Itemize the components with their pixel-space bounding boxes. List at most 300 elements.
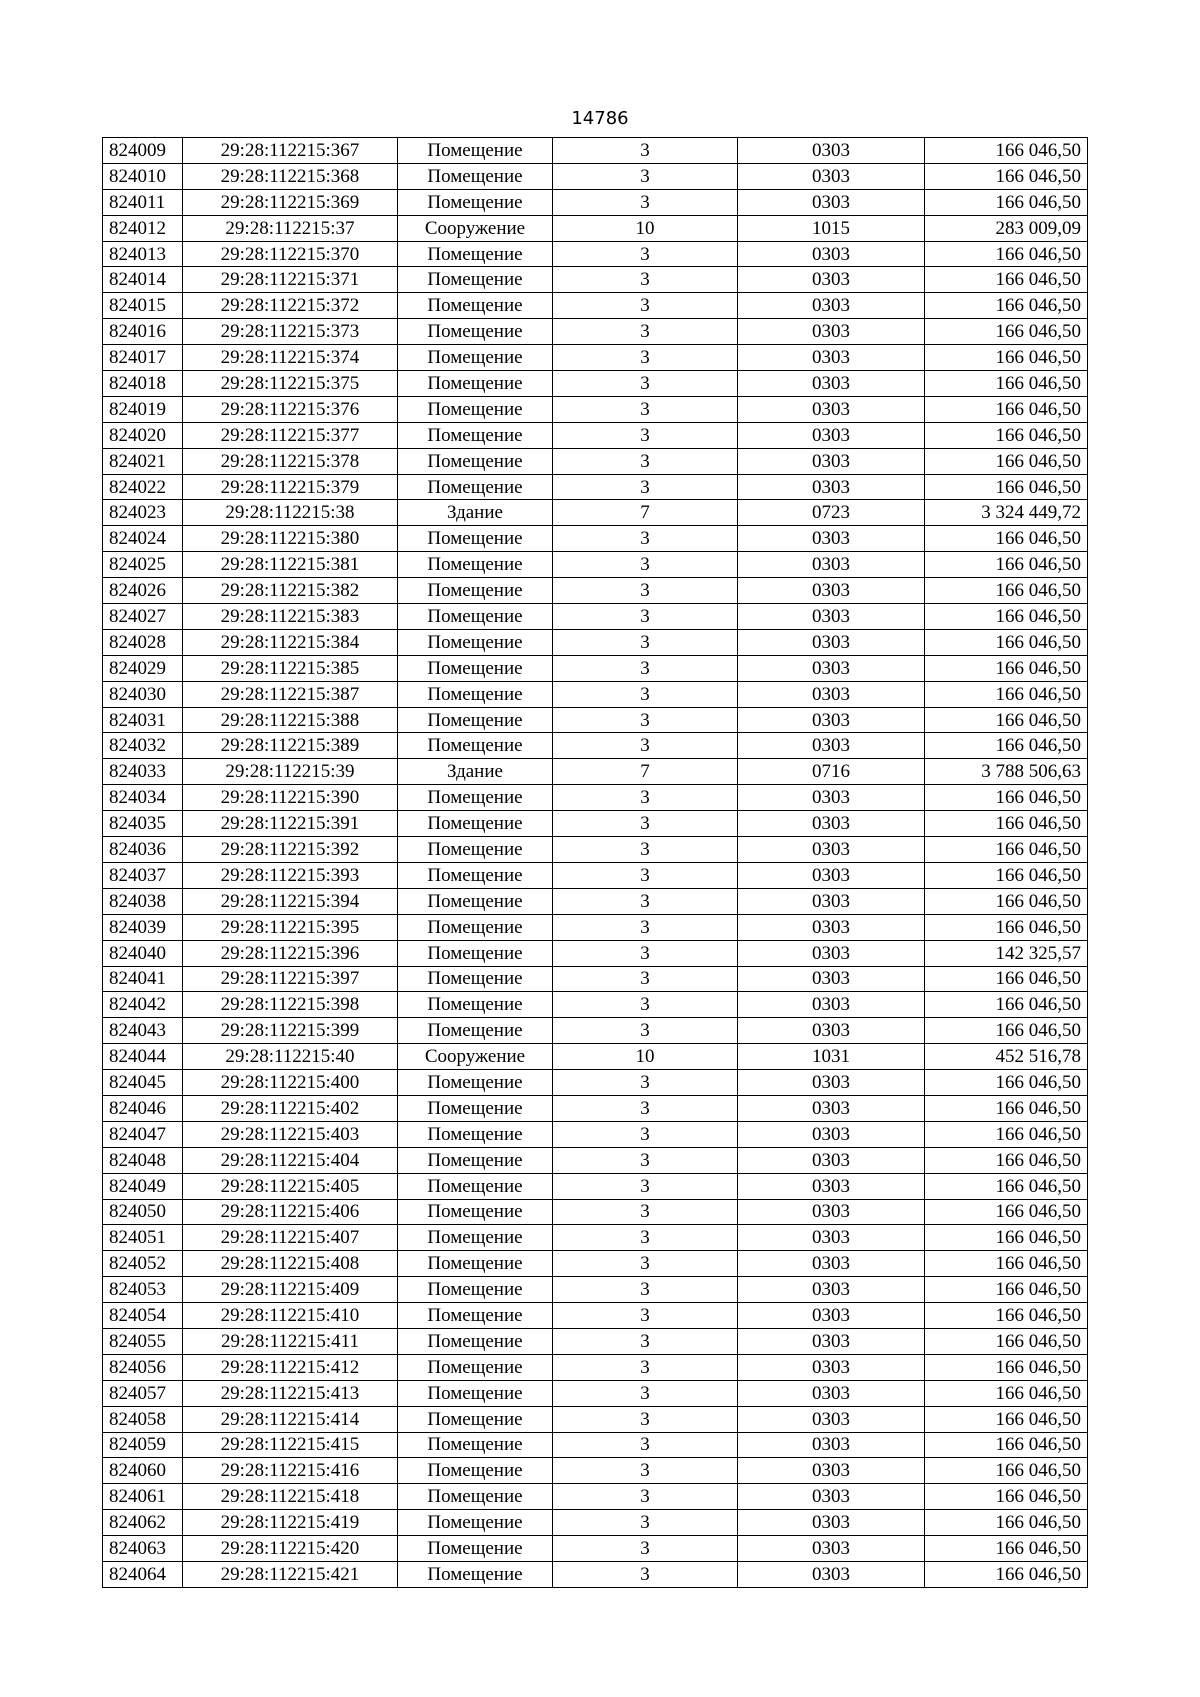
- group-cell: 3: [553, 241, 738, 267]
- cadastral-value-cell: 166 046,50: [925, 1018, 1088, 1044]
- group-cell: 3: [553, 785, 738, 811]
- cadastral-number-cell: 29:28:112215:376: [183, 396, 398, 422]
- code-cell: 0303: [738, 1147, 925, 1173]
- table-row: [103, 215, 1088, 241]
- group-cell: 3: [553, 422, 738, 448]
- object-type-cell: Помещение: [398, 1070, 553, 1096]
- object-type-cell: Помещение: [398, 604, 553, 630]
- group-cell: 3: [553, 578, 738, 604]
- code-cell: 0303: [738, 189, 925, 215]
- table-row: [103, 604, 1088, 630]
- cadastral-value-cell: 166 046,50: [925, 1561, 1088, 1587]
- cadastral-value-cell: 166 046,50: [925, 1199, 1088, 1225]
- code-cell: 0303: [738, 1458, 925, 1484]
- cadastral-value-cell: 166 046,50: [925, 785, 1088, 811]
- code-cell: 0303: [738, 785, 925, 811]
- object-type-cell: Помещение: [398, 1147, 553, 1173]
- cadastral-value-cell: 166 046,50: [925, 1121, 1088, 1147]
- object-type-cell: Помещение: [398, 189, 553, 215]
- cadastral-value-cell: 166 046,50: [925, 1303, 1088, 1329]
- cadastral-value-cell: 166 046,50: [925, 733, 1088, 759]
- cadastral-value-cell: 166 046,50: [925, 707, 1088, 733]
- group-cell: 3: [553, 474, 738, 500]
- cadastral-value-cell: 166 046,50: [925, 163, 1088, 189]
- cadastral-value-cell: 166 046,50: [925, 1147, 1088, 1173]
- code-cell: 0303: [738, 811, 925, 837]
- row-id-cell: 824055: [103, 1328, 183, 1354]
- table-row: [103, 862, 1088, 888]
- table-row: [103, 1354, 1088, 1380]
- table-row: [103, 500, 1088, 526]
- code-cell: 0303: [738, 1354, 925, 1380]
- row-id-cell: 824040: [103, 940, 183, 966]
- cadastral-number-cell: 29:28:112215:39: [183, 759, 398, 785]
- object-type-cell: Помещение: [398, 1277, 553, 1303]
- code-cell: 0303: [738, 345, 925, 371]
- cadastral-number-cell: 29:28:112215:370: [183, 241, 398, 267]
- cadastral-number-cell: 29:28:112215:383: [183, 604, 398, 630]
- table-row: [103, 1121, 1088, 1147]
- cadastral-number-cell: 29:28:112215:393: [183, 862, 398, 888]
- object-type-cell: Помещение: [398, 1225, 553, 1251]
- object-type-cell: Помещение: [398, 319, 553, 345]
- code-cell: 0303: [738, 1018, 925, 1044]
- row-id-cell: 824018: [103, 371, 183, 397]
- row-id-cell: 824046: [103, 1095, 183, 1121]
- object-type-cell: Помещение: [398, 888, 553, 914]
- cadastral-value-cell: 166 046,50: [925, 1406, 1088, 1432]
- object-type-cell: Помещение: [398, 474, 553, 500]
- code-cell: 0303: [738, 888, 925, 914]
- code-cell: 1015: [738, 215, 925, 241]
- row-id-cell: 824060: [103, 1458, 183, 1484]
- group-cell: 3: [553, 345, 738, 371]
- cadastral-number-cell: 29:28:112215:420: [183, 1536, 398, 1562]
- cadastral-number-cell: 29:28:112215:418: [183, 1484, 398, 1510]
- cadastral-number-cell: 29:28:112215:403: [183, 1121, 398, 1147]
- object-type-cell: Помещение: [398, 267, 553, 293]
- code-cell: 0303: [738, 862, 925, 888]
- row-id-cell: 824016: [103, 319, 183, 345]
- cadastral-number-cell: 29:28:112215:399: [183, 1018, 398, 1044]
- table-row: [103, 448, 1088, 474]
- table-row: [103, 396, 1088, 422]
- row-id-cell: 824063: [103, 1536, 183, 1562]
- cadastral-number-cell: 29:28:112215:413: [183, 1380, 398, 1406]
- row-id-cell: 824023: [103, 500, 183, 526]
- row-id-cell: 824028: [103, 629, 183, 655]
- table-row: [103, 189, 1088, 215]
- row-id-cell: 824034: [103, 785, 183, 811]
- table-row: [103, 422, 1088, 448]
- group-cell: 3: [553, 1147, 738, 1173]
- row-id-cell: 824037: [103, 862, 183, 888]
- table-row: [103, 1484, 1088, 1510]
- object-type-cell: Сооружение: [398, 215, 553, 241]
- cadastral-number-cell: 29:28:112215:367: [183, 138, 398, 164]
- table-row: [103, 785, 1088, 811]
- row-id-cell: 824019: [103, 396, 183, 422]
- code-cell: 0303: [738, 1536, 925, 1562]
- row-id-cell: 824043: [103, 1018, 183, 1044]
- object-type-cell: Помещение: [398, 1018, 553, 1044]
- cadastral-value-cell: 166 046,50: [925, 1328, 1088, 1354]
- group-cell: 3: [553, 1121, 738, 1147]
- group-cell: 3: [553, 681, 738, 707]
- code-cell: 0303: [738, 992, 925, 1018]
- cadastral-number-cell: 29:28:112215:407: [183, 1225, 398, 1251]
- table-row: [103, 1277, 1088, 1303]
- code-cell: 0303: [738, 707, 925, 733]
- cadastral-value-cell: 3 324 449,72: [925, 500, 1088, 526]
- cadastral-number-cell: 29:28:112215:394: [183, 888, 398, 914]
- table-row: [103, 241, 1088, 267]
- group-cell: 3: [553, 1432, 738, 1458]
- row-id-cell: 824052: [103, 1251, 183, 1277]
- cadastral-value-cell: 166 046,50: [925, 655, 1088, 681]
- table-row: [103, 1561, 1088, 1587]
- table-row: [103, 474, 1088, 500]
- cadastral-value-cell: 166 046,50: [925, 604, 1088, 630]
- cadastral-value-cell: 166 046,50: [925, 992, 1088, 1018]
- cadastral-value-cell: 166 046,50: [925, 552, 1088, 578]
- cadastral-number-cell: 29:28:112215:406: [183, 1199, 398, 1225]
- table-row: [103, 1536, 1088, 1562]
- row-id-cell: 824030: [103, 681, 183, 707]
- table-row: [103, 1018, 1088, 1044]
- code-cell: 0303: [738, 293, 925, 319]
- cadastral-value-cell: 166 046,50: [925, 526, 1088, 552]
- object-type-cell: Помещение: [398, 371, 553, 397]
- group-cell: 3: [553, 733, 738, 759]
- group-cell: 3: [553, 811, 738, 837]
- object-type-cell: Помещение: [398, 862, 553, 888]
- group-cell: 3: [553, 1458, 738, 1484]
- table-row: [103, 992, 1088, 1018]
- row-id-cell: 824029: [103, 655, 183, 681]
- cadastral-value-cell: 166 046,50: [925, 681, 1088, 707]
- code-cell: 0303: [738, 1510, 925, 1536]
- cadastral-number-cell: 29:28:112215:380: [183, 526, 398, 552]
- row-id-cell: 824035: [103, 811, 183, 837]
- code-cell: 0723: [738, 500, 925, 526]
- cadastral-value-cell: 166 046,50: [925, 578, 1088, 604]
- object-type-cell: Помещение: [398, 1380, 553, 1406]
- row-id-cell: 824017: [103, 345, 183, 371]
- group-cell: 7: [553, 500, 738, 526]
- cadastral-number-cell: 29:28:112215:415: [183, 1432, 398, 1458]
- object-type-cell: Здание: [398, 759, 553, 785]
- object-type-cell: Помещение: [398, 940, 553, 966]
- group-cell: 3: [553, 1018, 738, 1044]
- cadastral-number-cell: 29:28:112215:387: [183, 681, 398, 707]
- row-id-cell: 824032: [103, 733, 183, 759]
- group-cell: 3: [553, 371, 738, 397]
- cadastral-value-cell: 3 788 506,63: [925, 759, 1088, 785]
- code-cell: 0716: [738, 759, 925, 785]
- table-row: [103, 1251, 1088, 1277]
- row-id-cell: 824036: [103, 837, 183, 863]
- table-row: [103, 345, 1088, 371]
- row-id-cell: 824026: [103, 578, 183, 604]
- cadastral-value-cell: 166 046,50: [925, 1458, 1088, 1484]
- code-cell: 0303: [738, 837, 925, 863]
- row-id-cell: 824024: [103, 526, 183, 552]
- object-type-cell: Помещение: [398, 1561, 553, 1587]
- group-cell: 3: [553, 966, 738, 992]
- group-cell: 3: [553, 707, 738, 733]
- code-cell: 0303: [738, 319, 925, 345]
- row-id-cell: 824062: [103, 1510, 183, 1536]
- row-id-cell: 824041: [103, 966, 183, 992]
- cadastral-number-cell: 29:28:112215:369: [183, 189, 398, 215]
- row-id-cell: 824038: [103, 888, 183, 914]
- table-row: [103, 138, 1088, 164]
- object-type-cell: Помещение: [398, 241, 553, 267]
- row-id-cell: 824020: [103, 422, 183, 448]
- cadastral-number-cell: 29:28:112215:375: [183, 371, 398, 397]
- group-cell: 3: [553, 888, 738, 914]
- object-type-cell: Помещение: [398, 811, 553, 837]
- object-type-cell: Помещение: [398, 1406, 553, 1432]
- cadastral-number-cell: 29:28:112215:410: [183, 1303, 398, 1329]
- code-cell: 0303: [738, 1070, 925, 1096]
- cadastral-number-cell: 29:28:112215:404: [183, 1147, 398, 1173]
- row-id-cell: 824012: [103, 215, 183, 241]
- row-id-cell: 824042: [103, 992, 183, 1018]
- cadastral-number-cell: 29:28:112215:397: [183, 966, 398, 992]
- table-row: [103, 293, 1088, 319]
- code-cell: 0303: [738, 267, 925, 293]
- object-type-cell: Помещение: [398, 655, 553, 681]
- cadastral-value-table: [102, 137, 1088, 1588]
- group-cell: 3: [553, 1199, 738, 1225]
- row-id-cell: 824014: [103, 267, 183, 293]
- cadastral-number-cell: 29:28:112215:396: [183, 940, 398, 966]
- code-cell: 0303: [738, 552, 925, 578]
- code-cell: 0303: [738, 526, 925, 552]
- code-cell: 0303: [738, 1380, 925, 1406]
- object-type-cell: Помещение: [398, 733, 553, 759]
- row-id-cell: 824051: [103, 1225, 183, 1251]
- table-row: [103, 267, 1088, 293]
- cadastral-value-cell: 166 046,50: [925, 1095, 1088, 1121]
- row-id-cell: 824015: [103, 293, 183, 319]
- group-cell: 3: [553, 1225, 738, 1251]
- table-row: [103, 526, 1088, 552]
- row-id-cell: 824056: [103, 1354, 183, 1380]
- group-cell: 3: [553, 396, 738, 422]
- code-cell: 0303: [738, 1225, 925, 1251]
- code-cell: 0303: [738, 448, 925, 474]
- code-cell: 0303: [738, 1432, 925, 1458]
- table-row: [103, 655, 1088, 681]
- cadastral-value-cell: 166 046,50: [925, 189, 1088, 215]
- code-cell: 0303: [738, 1199, 925, 1225]
- object-type-cell: Помещение: [398, 1328, 553, 1354]
- code-cell: 0303: [738, 474, 925, 500]
- cadastral-value-cell: 166 046,50: [925, 888, 1088, 914]
- row-id-cell: 824010: [103, 163, 183, 189]
- cadastral-number-cell: 29:28:112215:377: [183, 422, 398, 448]
- code-cell: 0303: [738, 966, 925, 992]
- cadastral-value-cell: 166 046,50: [925, 1510, 1088, 1536]
- cadastral-value-cell: 166 046,50: [925, 448, 1088, 474]
- object-type-cell: Помещение: [398, 422, 553, 448]
- table-row: [103, 629, 1088, 655]
- table-row: [103, 914, 1088, 940]
- object-type-cell: Помещение: [398, 293, 553, 319]
- table-row: [103, 837, 1088, 863]
- group-cell: 3: [553, 1354, 738, 1380]
- cadastral-value-cell: 166 046,50: [925, 319, 1088, 345]
- code-cell: 0303: [738, 241, 925, 267]
- cadastral-value-cell: 166 046,50: [925, 1277, 1088, 1303]
- cadastral-value-cell: 166 046,50: [925, 1432, 1088, 1458]
- group-cell: 3: [553, 992, 738, 1018]
- object-type-cell: Помещение: [398, 1458, 553, 1484]
- cadastral-value-cell: 166 046,50: [925, 241, 1088, 267]
- row-id-cell: 824021: [103, 448, 183, 474]
- cadastral-value-cell: 166 046,50: [925, 396, 1088, 422]
- object-type-cell: Помещение: [398, 552, 553, 578]
- table-row: [103, 1380, 1088, 1406]
- cadastral-value-cell: 283 009,09: [925, 215, 1088, 241]
- table-row: [103, 578, 1088, 604]
- object-type-cell: Помещение: [398, 578, 553, 604]
- cadastral-value-cell: 166 046,50: [925, 914, 1088, 940]
- row-id-cell: 824059: [103, 1432, 183, 1458]
- object-type-cell: Помещение: [398, 1303, 553, 1329]
- cadastral-number-cell: 29:28:112215:373: [183, 319, 398, 345]
- group-cell: 3: [553, 267, 738, 293]
- group-cell: 3: [553, 862, 738, 888]
- code-cell: 0303: [738, 163, 925, 189]
- cadastral-number-cell: 29:28:112215:412: [183, 1354, 398, 1380]
- table-row: [103, 940, 1088, 966]
- cadastral-value-cell: 166 046,50: [925, 1484, 1088, 1510]
- cadastral-number-cell: 29:28:112215:382: [183, 578, 398, 604]
- cadastral-number-cell: 29:28:112215:37: [183, 215, 398, 241]
- cadastral-number-cell: 29:28:112215:381: [183, 552, 398, 578]
- object-type-cell: Помещение: [398, 396, 553, 422]
- table-row: [103, 681, 1088, 707]
- cadastral-value-cell: 166 046,50: [925, 293, 1088, 319]
- cadastral-number-cell: 29:28:112215:400: [183, 1070, 398, 1096]
- row-id-cell: 824027: [103, 604, 183, 630]
- group-cell: 3: [553, 1380, 738, 1406]
- row-id-cell: 824039: [103, 914, 183, 940]
- code-cell: 0303: [738, 578, 925, 604]
- code-cell: 0303: [738, 1328, 925, 1354]
- row-id-cell: 824022: [103, 474, 183, 500]
- object-type-cell: Помещение: [398, 1354, 553, 1380]
- object-type-cell: Помещение: [398, 1199, 553, 1225]
- table-row: [103, 371, 1088, 397]
- cadastral-number-cell: 29:28:112215:402: [183, 1095, 398, 1121]
- cadastral-value-cell: 166 046,50: [925, 138, 1088, 164]
- cadastral-number-cell: 29:28:112215:408: [183, 1251, 398, 1277]
- table-body: [103, 138, 1088, 1588]
- object-type-cell: Помещение: [398, 526, 553, 552]
- page-number: 14786: [571, 108, 629, 129]
- group-cell: 3: [553, 1251, 738, 1277]
- code-cell: 0303: [738, 1173, 925, 1199]
- table-row: [103, 966, 1088, 992]
- cadastral-number-cell: 29:28:112215:374: [183, 345, 398, 371]
- table-row: [103, 1173, 1088, 1199]
- group-cell: 3: [553, 1328, 738, 1354]
- code-cell: 0303: [738, 733, 925, 759]
- group-cell: 7: [553, 759, 738, 785]
- object-type-cell: Помещение: [398, 138, 553, 164]
- cadastral-number-cell: 29:28:112215:379: [183, 474, 398, 500]
- cadastral-number-cell: 29:28:112215:371: [183, 267, 398, 293]
- table-row: [103, 1432, 1088, 1458]
- code-cell: 0303: [738, 138, 925, 164]
- table-row: [103, 811, 1088, 837]
- table-row: [103, 1199, 1088, 1225]
- cadastral-value-cell: 166 046,50: [925, 1380, 1088, 1406]
- cadastral-number-cell: 29:28:112215:398: [183, 992, 398, 1018]
- object-type-cell: Помещение: [398, 785, 553, 811]
- code-cell: 0303: [738, 604, 925, 630]
- table-row: [103, 1458, 1088, 1484]
- object-type-cell: Помещение: [398, 1095, 553, 1121]
- group-cell: 3: [553, 1095, 738, 1121]
- row-id-cell: 824053: [103, 1277, 183, 1303]
- group-cell: 3: [553, 604, 738, 630]
- cadastral-value-cell: 166 046,50: [925, 1225, 1088, 1251]
- object-type-cell: Помещение: [398, 1536, 553, 1562]
- cadastral-number-cell: 29:28:112215:368: [183, 163, 398, 189]
- object-type-cell: Помещение: [398, 629, 553, 655]
- table-row: [103, 1328, 1088, 1354]
- cadastral-value-cell: 166 046,50: [925, 629, 1088, 655]
- object-type-cell: Помещение: [398, 707, 553, 733]
- group-cell: 3: [553, 189, 738, 215]
- cadastral-value-cell: 452 516,78: [925, 1044, 1088, 1070]
- cadastral-value-cell: 166 046,50: [925, 345, 1088, 371]
- group-cell: 3: [553, 940, 738, 966]
- row-id-cell: 824009: [103, 138, 183, 164]
- object-type-cell: Помещение: [398, 1484, 553, 1510]
- row-id-cell: 824044: [103, 1044, 183, 1070]
- table-row: [103, 1225, 1088, 1251]
- cadastral-number-cell: 29:28:112215:388: [183, 707, 398, 733]
- object-type-cell: Помещение: [398, 1173, 553, 1199]
- group-cell: 3: [553, 1173, 738, 1199]
- cadastral-value-cell: 166 046,50: [925, 862, 1088, 888]
- object-type-cell: Помещение: [398, 1432, 553, 1458]
- table-row: [103, 163, 1088, 189]
- group-cell: 3: [553, 1406, 738, 1432]
- cadastral-number-cell: 29:28:112215:405: [183, 1173, 398, 1199]
- row-id-cell: 824064: [103, 1561, 183, 1587]
- row-id-cell: 824033: [103, 759, 183, 785]
- row-id-cell: 824050: [103, 1199, 183, 1225]
- group-cell: 3: [553, 1561, 738, 1587]
- code-cell: 0303: [738, 422, 925, 448]
- table-row: [103, 1510, 1088, 1536]
- group-cell: 3: [553, 319, 738, 345]
- group-cell: 3: [553, 526, 738, 552]
- row-id-cell: 824049: [103, 1173, 183, 1199]
- object-type-cell: Помещение: [398, 966, 553, 992]
- group-cell: 3: [553, 552, 738, 578]
- cadastral-value-cell: 166 046,50: [925, 371, 1088, 397]
- object-type-cell: Помещение: [398, 345, 553, 371]
